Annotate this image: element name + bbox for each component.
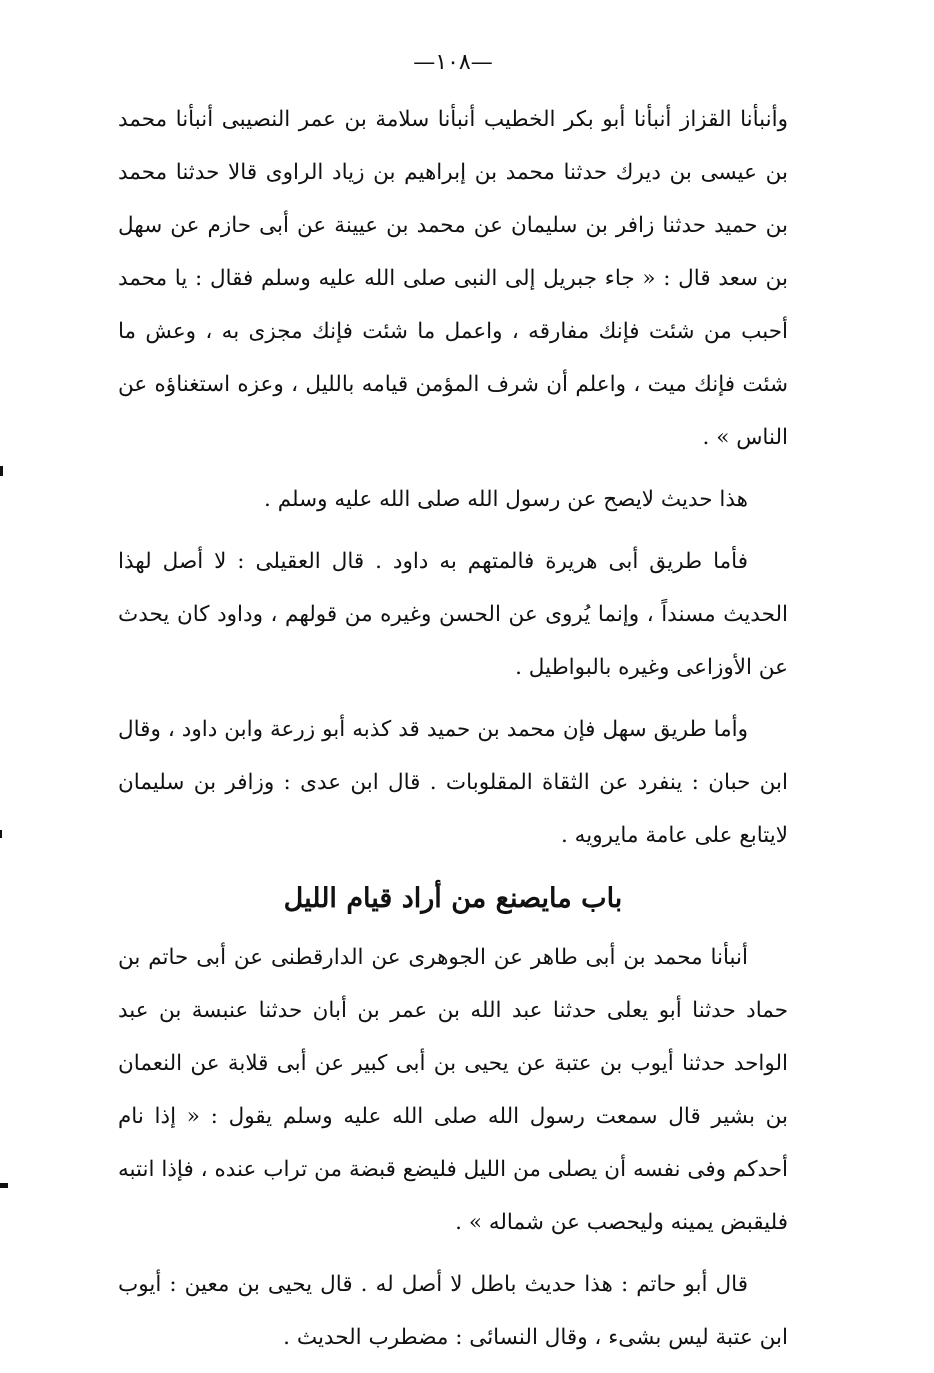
section-heading: باب مايصنع من أراد قيام الليل <box>283 883 623 914</box>
document-page <box>118 50 788 1373</box>
paragraph-abu-hurayra-route: فأما طريق أبى هريرة فالمتهم به داود . قال العقيلى : لا أصل لهذا الحديث مسنداً ، وإنما يُروى عن الحسن وغيره من قولهم ، وداود كان يحدث عن الأوزاعى وغيره بالبواطيل . <box>118 549 788 680</box>
paragraph-grading: هذا حديث لايصح عن رسول الله صلى الله عليه وسلم . <box>264 487 748 512</box>
scan-edge-mark <box>0 466 3 476</box>
paragraph-abu-hatim-grading: قال أبو حاتم : هذا حديث باطل لا أصل له . قال يحيى بن معين : أيوب ابن عتبة ليس بشىء ، وقال النسائى : مضطرب الحديث . <box>118 1272 788 1350</box>
paragraph-isnad-night-prayer: أنبأنا محمد بن أبى طاهر عن الجوهرى عن الدارقطنى عن أبى حاتم بن حماد حدثنا أبو يعلى حدثنا عبد الله بن عمر بن أبان حدثنا عنبسة بن عبد الواحد حدثنا أيوب بن عتبة عن يحيى بن أبى كبير عن أبى قلابة عن النعمان بن بشير قال سمعت رسول الله صلى الله عليه وسلم يقول : « إذا نام أحدكم وفى نفسه أن يصلى من الليل فليضع قبضة من تراب عنده ، فإذا انتبه فليقبض يمينه وليحصب عن شماله » . <box>118 945 788 1235</box>
scan-edge-mark <box>0 1183 8 1188</box>
page-number: —١٠٨— <box>413 50 493 75</box>
paragraph-sahl-route: وأما طريق سهل فإن محمد بن حميد قد كذبه أبو زرعة وابن داود ، وقال ابن حبان : ينفرد عن الثقاة المقلوبات . قال ابن عدى : وزافر بن سليمان لايتابع على عامة مايرويه . <box>118 717 788 848</box>
scan-edge-mark <box>0 830 2 838</box>
paragraph-isnad-jibril: وأنبأنا القزاز أنبأنا أبو بكر الخطيب أنبأنا سلامة بن عمر النصيبى أنبأنا محمد بن عيسى بن ديرك حدثنا محمد بن إبراهيم بن زياد الراوى قالا حدثنا محمد بن حميد حدثنا زافر بن سليمان عن محمد بن عيينة عن أبى حازم عن سهل بن سعد قال : « جاء جبريل إلى النبى صلى الله عليه وسلم فقال : يا محمد أحبب من شئت فإنك مفارقه ، واعمل ما شئت فإنك مجزى به ، وعش ما شئت فإنك ميت ، واعلم أن شرف المؤمن قيامه بالليل ، وعزه استغناؤه عن الناس » . <box>118 107 788 450</box>
